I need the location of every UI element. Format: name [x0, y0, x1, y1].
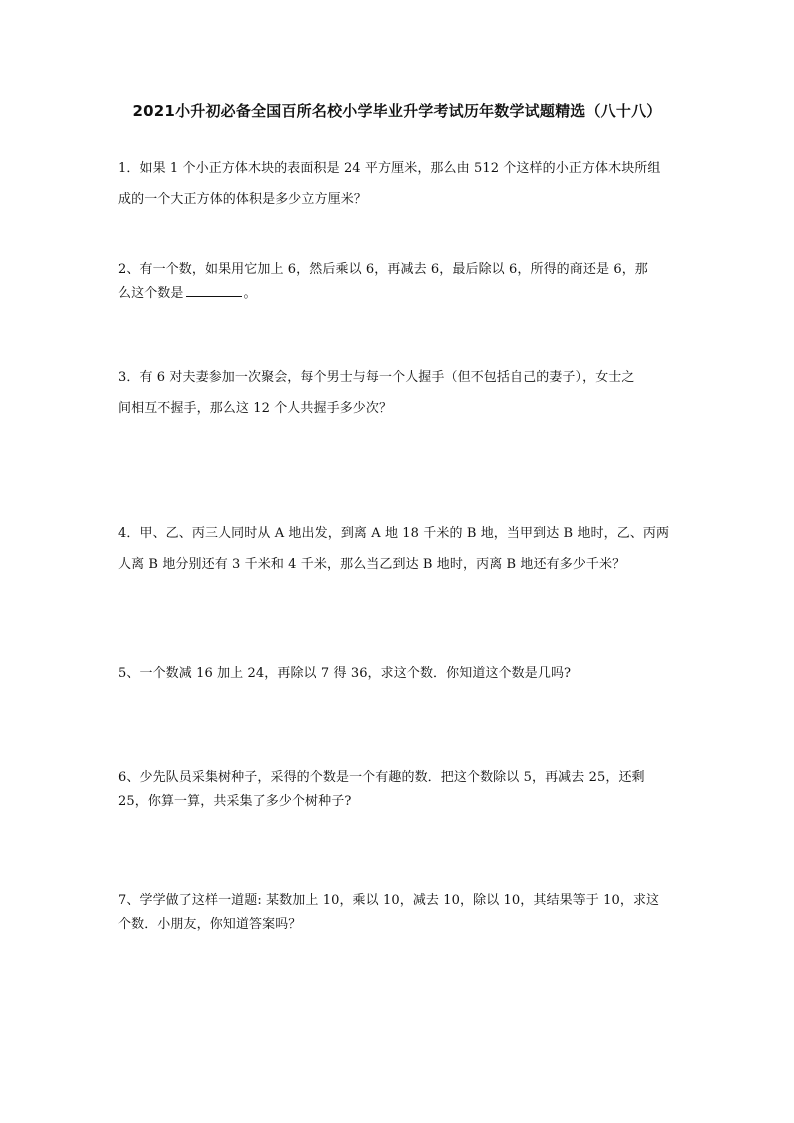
question-4-line-1: 4．甲、乙、丙三人同时从 A 地出发，到离 A 地 18 千米的 B 地，当甲到达 B 地时，乙、丙两 [118, 526, 670, 541]
question-2 [118, 258, 678, 306]
question-2-line-2-tail: 。 [243, 286, 257, 301]
answer-blank [186, 284, 242, 297]
question-3-line-2: 间相互不握手，那么这 12 个人共握手多少次？ [118, 401, 393, 416]
question-7-line-2: 个数．小朋友，你知道答案吗？ [118, 917, 302, 932]
question-3 [118, 362, 678, 424]
question-1-line-1: 1．如果 1 个小正方体木块的表面积是 24 平方厘米，那么由 512 个这样的小正方体木块所组 [118, 161, 661, 176]
question-1-line-2: 成的一个大正方体的体积是多少立方厘米？ [118, 192, 367, 207]
question-5 [118, 662, 678, 686]
question-2-line-2 [118, 282, 678, 306]
question-1 [118, 153, 678, 215]
question-5-line-1: 5、一个数减 16 加上 24，再除以 7 得 36，求这个数．你知道这个数是几吗? [118, 666, 572, 681]
question-2-line-2-text: 么这个数是 [118, 286, 184, 301]
question-7 [118, 889, 678, 937]
question-4 [118, 518, 678, 580]
question-3-line-1: 3．有 6 对夫妻参加一次聚会，每个男士与每一个人握手（但不包括自己的妻子），女士之 [118, 370, 635, 385]
question-6 [118, 766, 678, 814]
question-6-line-2: 25，你算一算，共采集了多少个树种子? [118, 794, 352, 809]
question-6-line-1: 6、少先队员采集树种子，采得的个数是一个有趣的数．把这个数除以 5，再减去 25，还剩 [118, 770, 645, 785]
question-4-line-2: 人离 B 地分别还有 3 千米和 4 千米，那么当乙到达 B 地时，丙离 B 地还有多少千米？ [118, 557, 626, 572]
page-title: 2021小升初必备全国百所名校小学毕业升学考试历年数学试题精选（八十八） [132, 102, 662, 120]
question-7-line-1: 7、学学做了这样一道题: 某数加上 10，乘以 10，减去 10，除以 10，其结果等于 10，求这 [118, 893, 660, 908]
question-2-line-1: 2、有一个数，如果用它加上 6，然后乘以 6，再减去 6，最后除以 6，所得的商还是 6，那 [118, 262, 648, 277]
